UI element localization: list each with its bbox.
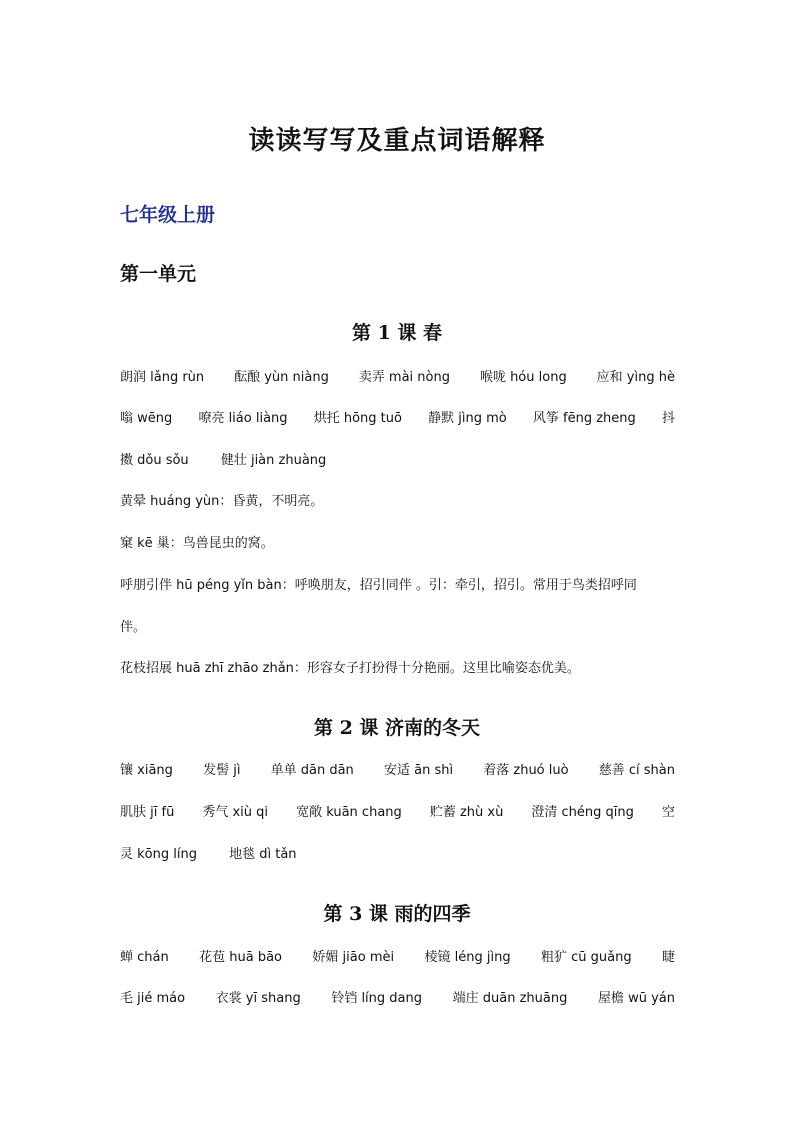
vocab-word: 慈善 cí shàn: [598, 763, 675, 778]
vocab-word: 酝酿 yùn niàng: [234, 370, 329, 385]
lesson-1-heading: 第 1 课 春: [351, 322, 443, 344]
vocab-word: 蝉 chán: [120, 950, 169, 965]
vocab-word: 澄清 chéng qīng: [531, 805, 634, 820]
vocab-word: 粗犷 cū guǎng: [540, 950, 632, 965]
vocab-word: 嘹亮 liáo liàng: [198, 411, 288, 426]
lesson-2-heading: 第 2 课 济南的冬天: [313, 717, 481, 739]
definition-hupengyinban: 呼朋引伴 hū péng yǐn bàn：呼唤朋友，招引同伴 。引：牵引，招引。常用于鸟类招呼同: [120, 578, 637, 593]
vocab-word: 花苞 huā bāo: [199, 950, 283, 965]
vocab-word: 屋檐 wū yán: [597, 991, 675, 1006]
lesson-3-heading: 第 3 课 雨的四季: [323, 903, 471, 925]
vocab-word: 抖: [661, 411, 675, 426]
vocab-word: 娇媚 jiāo mèi: [312, 950, 395, 965]
vocab-word: 着落 zhuó luò: [483, 763, 569, 778]
lesson-1-vocab-row-2: [120, 410, 675, 428]
vocab-word: 单单 dān dān: [270, 763, 354, 778]
vocab-word: 擞 dǒu sǒu: [120, 453, 189, 468]
lesson-1-vocab-row-3: [120, 452, 675, 470]
definition-keChao: 窠 kē 巢：鸟兽昆虫的窝。: [120, 536, 274, 551]
page-title: 读读写写及重点词语解释: [248, 126, 546, 156]
vocab-word: 喉咙 hóu long: [479, 370, 567, 385]
vocab-word: 风筝 fēng zheng: [532, 411, 636, 426]
vocab-word: 烘托 hōng tuō: [313, 411, 402, 426]
lesson-3-vocab-row-1: [120, 949, 675, 967]
vocab-word: 毛 jié máo: [120, 991, 186, 1006]
vocab-word: 地毯 dì tǎn: [229, 847, 297, 862]
lesson-2-vocab-row-3: [120, 846, 675, 864]
lesson-2-vocab-row-2: [120, 804, 675, 822]
vocab-word: 铃铛 líng dang: [331, 991, 423, 1006]
vocab-word: 镶 xiāng: [120, 763, 173, 778]
lesson-3-vocab-row-2: [120, 990, 675, 1008]
lesson-1-vocab-row-1: [120, 369, 675, 387]
vocab-word: 健壮 jiàn zhuàng: [220, 453, 327, 468]
vocab-word: 发髻 jì: [203, 763, 241, 778]
vocab-word: 安适 ān shì: [383, 763, 454, 778]
vocab-word: 睫: [661, 950, 675, 965]
vocab-word: 贮蓄 zhù xù: [429, 805, 504, 820]
vocab-word: 嗡 wēng: [120, 411, 173, 426]
definition-huazhizhaozhan: 花枝招展 huā zhī zhāo zhǎn：形容女子打扮得十分艳丽。这里比喻姿态优美。: [120, 661, 580, 676]
vocab-word: 肌肤 jī fū: [120, 805, 175, 820]
vocab-word: 棱镜 léng jìng: [424, 950, 511, 965]
grade-heading: 七年级上册: [120, 204, 216, 226]
vocab-word: 应和 yìng hè: [596, 370, 675, 385]
vocab-word: 秀气 xiù qi: [202, 805, 269, 820]
definition-hupengyinban-cont: 伴。: [120, 620, 147, 635]
vocab-word: 宽敞 kuān chang: [296, 805, 402, 820]
unit-heading: 第一单元: [120, 263, 197, 285]
vocab-word: 静默 jìng mò: [428, 411, 507, 426]
definition-huangyun: 黄晕 huáng yùn：昏黄，不明亮。: [120, 494, 324, 509]
vocab-word: 端庄 duān zhuāng: [452, 991, 568, 1006]
vocab-word: 衣裳 yī shang: [215, 991, 301, 1006]
lesson-2-vocab-row-1: [120, 762, 675, 780]
vocab-word: 灵 kōng líng: [120, 847, 197, 862]
vocab-word: 卖弄 mài nòng: [358, 370, 450, 385]
vocab-word: 空: [661, 805, 675, 820]
vocab-word: 朗润 lǎng rùn: [120, 370, 205, 385]
